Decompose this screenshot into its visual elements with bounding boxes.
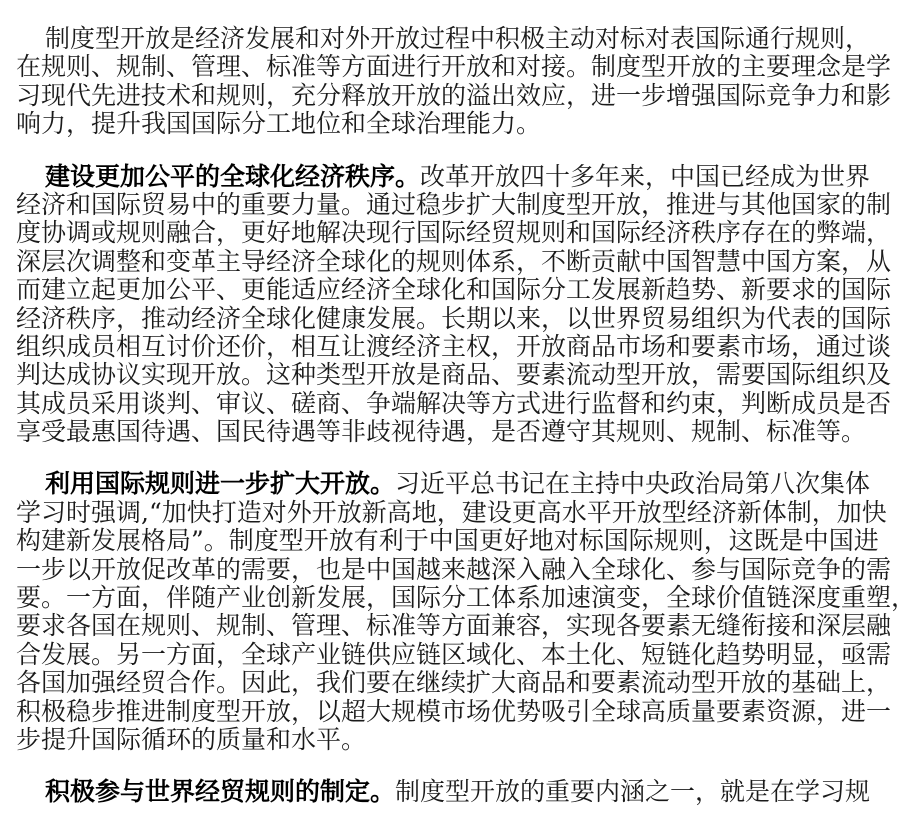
text-line: [16, 80, 892, 110]
text-line: [16, 726, 784, 754]
text-line: [16, 611, 892, 641]
paragraph-heading: 建设更加公平的全球化经济秩序。: [45, 161, 421, 191]
text-line: [16, 469, 871, 499]
line-text: 组织成员相互讨价还价，相互让渡经济主权，开放商品市场和要素市场，通过谈: [16, 331, 892, 361]
line-text: 学习时强调,“加快打造对外开放新高地，建设更高水平开放型经济新体制，加快: [16, 497, 887, 527]
text-line: [16, 554, 892, 584]
text-line: [16, 331, 892, 361]
line-text: 享受最惠国待遇、国民待遇等非歧视待遇，是否遵守其规则、规制、标准等。: [16, 417, 867, 447]
paragraph-heading: 利用国际规则进一步扩大开放。: [45, 469, 396, 499]
text-line: [16, 189, 892, 219]
paragraph-heading: 积极参与世界经贸规则的制定。: [45, 777, 396, 807]
line-text: 步提升国际循环的质量和水平。: [16, 724, 367, 754]
paragraph: [16, 24, 892, 139]
line-text: 判达成协议实现开放。这种类型开放是商品、要素流动型开放，需要国际组织及: [16, 360, 892, 390]
line-text: 其成员采用谈判、审议、磋商、争端解决等方式进行监督和约束，判断成员是否: [16, 388, 892, 418]
text-line: [16, 777, 871, 807]
text-line: [16, 275, 892, 305]
line-text: 经济和国际贸易中的重要力量。通过稳步扩大制度型开放，推进与其他国家的制: [16, 189, 892, 219]
text-line: [16, 360, 892, 390]
text-line: [16, 110, 784, 138]
paragraph: [16, 161, 892, 447]
text-line: [16, 696, 892, 726]
line-text: 要。一方面，伴随产业创新发展，国际分工体系加速演变，全球价值链深度重塑，: [16, 583, 916, 613]
line-text: 合发展。另一方面，全球产业链供应链区域化、本土化、短链化趋势明显，亟需: [16, 639, 892, 669]
line-text: 积极稳步推进制度型开放，以超大规模市场优势吸引全球高质量要素资源，进一: [16, 696, 892, 726]
text-line: [16, 52, 892, 82]
text-line: [16, 388, 892, 418]
text-line: [16, 639, 892, 669]
line-text: 一步以开放促改革的需要，也是中国越来越深入融入全球化、参与国际竞争的需: [16, 554, 892, 584]
line-text: 而建立起更加公平、更能适应经济全球化和国际分工发展新趋势、新要求的国际: [16, 275, 892, 305]
paragraph: [16, 469, 916, 754]
text-line: [16, 417, 867, 447]
line-text: 制度型开放的重要内涵之一，就是在学习规: [395, 777, 871, 807]
text-line: [16, 668, 892, 698]
text-line: [16, 303, 892, 333]
line-text: 在规则、规制、管理、标准等方面进行开放和对接。制度型开放的主要理念是学: [16, 52, 892, 82]
line-text: 经济秩序，推动经济全球化健康发展。长期以来，以世界贸易组织为代表的国际: [16, 303, 892, 333]
text-line: [16, 497, 887, 527]
text-line: [16, 24, 871, 53]
line-text: 度协调或规则融合，更好地解决现行国际经贸规则和国际经济秩序存在的弊端，: [16, 218, 892, 248]
line-text: 各国加强经贸合作。因此，我们要在继续扩大商品和要素流动型开放的基础上，: [16, 668, 892, 698]
line-text: 习近平总书记在主持中央政治局第八次集体: [395, 469, 871, 499]
text-line: [16, 161, 871, 191]
document-body: [16, 24, 916, 831]
text-line: [16, 583, 916, 613]
line-text: 习现代先进技术和规则，充分释放开放的溢出效应，进一步增强国际竞争力和影: [16, 80, 892, 110]
line-text: 深层次调整和变革主导经济全球化的规则体系，不断贡献中国智慧中国方案，从: [16, 246, 892, 276]
line-text: 制度型开放是经济发展和对外开放过程中积极主动对标对表国际通行规则，: [45, 24, 871, 53]
line-text: 响力，提升我国国际分工地位和全球治理能力。: [16, 109, 542, 139]
text-line: [16, 246, 892, 276]
line-text: 构建新发展格局”。制度型开放有利于中国更好地对标国际规则，这既是中国进: [16, 526, 879, 556]
line-text: 要求各国在规则、规制、管理、标准等方面兼容，实现各要素无缝衔接和深层融: [16, 611, 892, 641]
line-text: 改革开放四十多年来，中国已经成为世界: [420, 161, 871, 191]
paragraph: [16, 777, 871, 807]
text-line: [16, 218, 892, 248]
text-line: [16, 526, 879, 556]
